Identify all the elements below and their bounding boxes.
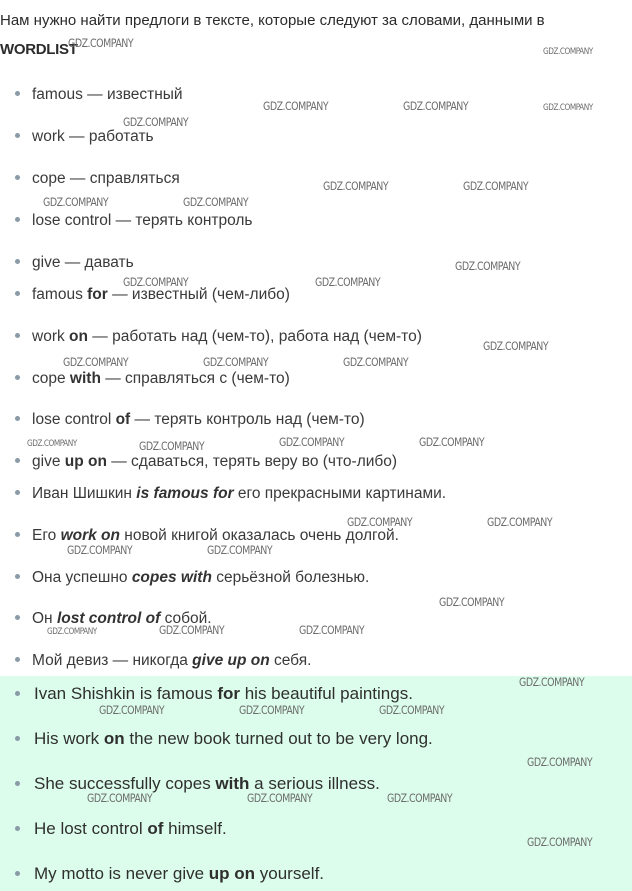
bullet-icon <box>15 259 20 264</box>
watermark: GDZ.COMPANY <box>63 355 129 369</box>
item-text: My motto is never give <box>34 864 209 883</box>
watermark: GDZ.COMPANY <box>47 627 97 637</box>
preposition-phrase: lost control of <box>56 610 161 627</box>
item-text: lose control — терять контроль <box>32 212 253 229</box>
watermark: GDZ.COMPANY <box>439 595 505 609</box>
item-text: famous <box>32 286 88 303</box>
bullet-icon <box>15 416 20 421</box>
watermark: GDZ.COMPANY <box>68 36 134 50</box>
watermark: GDZ.COMPANY <box>379 703 445 717</box>
watermark: GDZ.COMPANY <box>139 439 205 453</box>
list-item <box>15 367 615 391</box>
list-item <box>15 566 615 590</box>
item-text: собой. <box>160 610 212 627</box>
preposition: for <box>87 286 108 303</box>
list-item <box>15 649 615 673</box>
watermark: GDZ.COMPANY <box>403 99 469 113</box>
item-text: Иван Шишкин <box>32 485 137 502</box>
intro-paragraph <box>0 6 632 64</box>
watermark: GDZ.COMPANY <box>343 355 409 369</box>
bullet-icon <box>15 826 20 831</box>
list-item <box>15 209 615 233</box>
item-text: his beautiful paintings. <box>239 684 413 703</box>
translation-item <box>15 726 615 752</box>
watermark: GDZ.COMPANY <box>87 791 153 805</box>
bullet-icon <box>15 175 20 180</box>
preposition-phrase: give up on <box>192 652 270 669</box>
watermark: GDZ.COMPANY <box>207 543 273 557</box>
watermark: GDZ.COMPANY <box>527 755 593 769</box>
item-text: — известный (чем-либо) <box>107 286 290 303</box>
watermark: GDZ.COMPANY <box>519 675 585 689</box>
watermark: GDZ.COMPANY <box>159 623 225 637</box>
watermark: GDZ.COMPANY <box>543 103 593 113</box>
watermark: GDZ.COMPANY <box>99 703 165 717</box>
bullet-icon <box>15 781 20 786</box>
item-text: yourself. <box>255 864 325 883</box>
watermark: GDZ.COMPANY <box>347 515 413 529</box>
item-text: He lost control <box>34 819 148 838</box>
watermark: GDZ.COMPANY <box>387 791 453 805</box>
item-text: Мой девиз — никогда <box>32 652 193 669</box>
bullet-icon <box>15 375 20 380</box>
bullet-icon <box>15 291 20 296</box>
preposition: of <box>115 411 131 428</box>
bullet-icon <box>15 217 20 222</box>
watermark: GDZ.COMPANY <box>323 179 389 193</box>
bullet-icon <box>15 657 20 662</box>
bullet-icon <box>15 574 20 579</box>
item-text: новой книгой оказалась очень долгой. <box>120 527 399 544</box>
watermark: GDZ.COMPANY <box>419 435 485 449</box>
item-text: She successfully copes <box>34 774 216 793</box>
translation-item <box>15 816 615 842</box>
item-text: Он <box>32 610 57 627</box>
item-text: его прекрасными картинами. <box>233 485 447 502</box>
item-text: cope — справляться <box>32 170 180 187</box>
bullet-icon <box>15 133 20 138</box>
item-text: Ivan Shishkin is famous <box>34 684 218 703</box>
watermark: GDZ.COMPANY <box>67 543 133 557</box>
item-text: серьёзной болезнью. <box>211 569 370 586</box>
item-text: cope <box>32 370 70 387</box>
watermark: GDZ.COMPANY <box>487 515 553 529</box>
bullet-icon <box>15 871 20 876</box>
watermark: GDZ.COMPANY <box>543 47 593 57</box>
watermark: GDZ.COMPANY <box>183 195 249 209</box>
watermark: GDZ.COMPANY <box>299 623 365 637</box>
item-text: — справляться с (чем-то) <box>100 370 290 387</box>
watermark: GDZ.COMPANY <box>123 115 189 129</box>
list-item <box>15 408 615 432</box>
item-text: himself. <box>163 819 227 838</box>
preposition: up on <box>208 864 256 883</box>
bullet-icon <box>15 691 20 696</box>
translation-item <box>15 861 615 887</box>
item-text: famous — известный <box>32 86 183 103</box>
preposition: on <box>69 328 88 345</box>
watermark: GDZ.COMPANY <box>123 275 189 289</box>
item-text: — сдаваться, терять веру во (что-либо) <box>106 453 398 470</box>
preposition: of <box>147 819 164 838</box>
item-text: — терять контроль над (чем-то) <box>130 411 365 428</box>
preposition-phrase: copes with <box>131 569 212 586</box>
watermark: GDZ.COMPANY <box>239 703 305 717</box>
preposition: with <box>69 370 101 387</box>
bullet-icon <box>15 458 20 463</box>
item-text: Она успешно <box>32 569 132 586</box>
watermark: GDZ.COMPANY <box>463 179 529 193</box>
preposition: for <box>217 684 240 703</box>
item-text: give <box>32 453 65 470</box>
watermark: GDZ.COMPANY <box>43 195 109 209</box>
bullet-icon <box>15 490 20 495</box>
bullet-icon <box>15 615 20 620</box>
bullet-icon <box>15 736 20 741</box>
watermark: GDZ.COMPANY <box>315 275 381 289</box>
watermark: GDZ.COMPANY <box>455 259 521 273</box>
watermark: GDZ.COMPANY <box>279 435 345 449</box>
bullet-icon <box>15 532 20 537</box>
preposition-phrase: work on <box>60 527 120 544</box>
item-text: work — работать <box>32 128 154 145</box>
watermark: GDZ.COMPANY <box>247 791 313 805</box>
list-item <box>15 482 615 506</box>
bullet-icon <box>15 91 20 96</box>
preposition: up on <box>64 453 107 470</box>
list-item <box>15 251 615 275</box>
item-text: a serious illness. <box>249 774 380 793</box>
watermark: GDZ.COMPANY <box>263 99 329 113</box>
intro-text: Нам нужно найти предлоги в тексте, которые следуют за словами, данными в <box>0 12 545 29</box>
item-text: His work <box>34 729 104 748</box>
item-text: give — давать <box>32 254 134 271</box>
list-item <box>15 125 615 149</box>
preposition: on <box>103 729 125 748</box>
item-text: the new book turned out to be very long. <box>124 729 433 748</box>
wordlist-label: WORDLIST <box>0 41 78 58</box>
item-text: — работать над (чем-то), работа над (чем-то) <box>87 328 422 345</box>
bullet-icon <box>15 333 20 338</box>
preposition-phrase: is famous for <box>136 485 234 502</box>
list-item <box>15 450 615 474</box>
watermark: GDZ.COMPANY <box>27 439 77 449</box>
item-text: lose control <box>32 411 116 428</box>
item-text: себя. <box>269 652 312 669</box>
watermark: GDZ.COMPANY <box>527 835 593 849</box>
item-text: Его <box>32 527 61 544</box>
item-text: work <box>32 328 70 345</box>
preposition: with <box>215 774 250 793</box>
watermark: GDZ.COMPANY <box>203 355 269 369</box>
watermark: GDZ.COMPANY <box>483 339 549 353</box>
